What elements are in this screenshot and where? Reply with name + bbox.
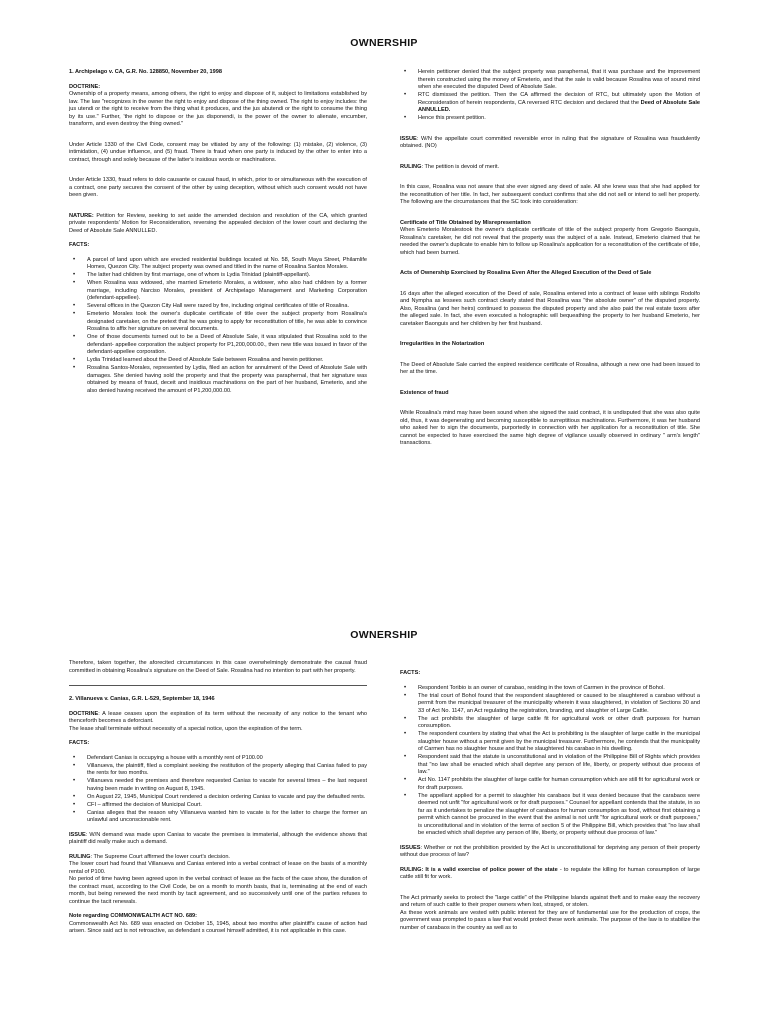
case-paragraph: In this case, Rosalina was not aware that she ever signed any deed of sale. All she knew was that she had applied for the reconstitution of her title. In fact, her subsequent conduct confirms that she did not sell or intend to sell her property. The following are the circumstances that the SC took into consideration: bbox=[400, 184, 700, 205]
facts-label: FACTS: bbox=[69, 242, 90, 248]
list-item: • Emeterio Morales took the owner's duplicate certificate of title over the subject property from Rosalina's designated caretaker, on the pretext that he was going to apply for reconstitution of title, he was able to convince Rosalina to affix her signature on several documents. bbox=[81, 311, 367, 334]
facts-list-continued bbox=[400, 69, 700, 123]
section-heading-certificate: Certificate of Title Obtained by Misrepresentation bbox=[400, 219, 531, 226]
right-column bbox=[400, 670, 700, 932]
doctrine-text: : A lease ceases upon the expiration of its term without the necessity of any notice to the tenant who thenceforth becomes a deforciant. bbox=[69, 710, 367, 724]
ruling-text: : The Supreme Court affirmed the lower court's decision. bbox=[90, 853, 230, 860]
conclusion-paragraph: Therefore, taken together, the aforecited circumstances in this case overwhelmingly demonstrate the causal fraud committed in obtaining Rosalina's signature on the Deed of Sale. Rosalina had no intention to part with her property. bbox=[69, 660, 367, 674]
doctrine-text-2: The lease shall terminate without necessity of a special notice, upon the expiration of the term. bbox=[69, 725, 303, 732]
doctrine-section bbox=[69, 711, 367, 734]
article-1330-paragraph: Under Article 1330 of the Civil Code, consent may be vitiated by any of the following: (1) mistake, (2) violence, (3) intimidation, (4) undue influence, and (5) fraud. There is fraud when one party is induced by the other to enter into a contract, through and solely because of the latter's insidious words or machinations. bbox=[69, 141, 367, 163]
ruling-paragraph-2: No period of time having been agreed upon in the verbal contract of lease as the facts of the case show, the duration of the contract must, according to the Civil Code, be on a month to month basis, that is, terminating at the end of each month, but being renewed the next month by tacit agreement, and so successively until one of the parties refuses to continue the tacit renewals. bbox=[69, 876, 367, 905]
list-item: • CFI – affirmed the decision of Municipal Court. bbox=[81, 802, 367, 810]
ruling-text: - to regulate the killing for human consumption of large cattle still fit for work. bbox=[400, 866, 700, 880]
nature-label: NATURE: bbox=[69, 212, 94, 219]
note-heading: Note regarding COMMONWEALTH ACT NO. 689: bbox=[69, 913, 198, 919]
ruling-section bbox=[69, 854, 367, 907]
case-heading: 2. Villanueva v. Canias, G.R. L-529, September 18, 1946 bbox=[69, 696, 215, 702]
list-item: • Several offices in the Quezon City Hall were razed by fire, including original certificates of title of Rosalina. bbox=[81, 303, 367, 311]
ruling-label: RULING: It is a valid exercise of police power of the state bbox=[400, 866, 558, 873]
acts-paragraph: 16 days after the alleged execution of the Deed of sale, Rosalina entered into a contract of lease with siblings Rodolfo and Nympha as lessees such contract clearly stated that Rosalina was "the absolute owner" of the disputed property. Also, Rosalina (and her heirs) continued to possess the disputed property and she also paid the real estate taxes after the alleged sale. In fact, she even executed a holographic will bequeathing the property to her husband Emeterio, her caretaker Baonguis and her children by her first husband. bbox=[400, 290, 700, 327]
list-item: • The trial court of Bohol found that the respondent slaughtered or caused to be slaughtered a carabao without a permit from the municipal treasurer of the municipality wherein it was slaughtered, in violation of Sections 30 and 33 of Act No. 1147, an Act regulating the registration, branding, and slaughter of Large Cattle. bbox=[412, 693, 700, 716]
list-item: • Defendant Canias is occupying a house with a monthly rent of P100.00 bbox=[81, 755, 367, 763]
list-item: • Villanueva, the plaintiff, filed a complaint seeking the restitution of the property alleging that Canias failed to pay the rents for two months. bbox=[81, 763, 367, 778]
facts-list bbox=[69, 257, 367, 396]
ruling-label: RULING bbox=[400, 163, 422, 170]
document-page-2 bbox=[0, 590, 768, 1024]
list-item: • Herein petitioner denied that the subject property was paraphernal, that it was purchase and the improvement therein constructed using the money of Emeterio, and that the sale is valid because Rosalina was of sound mind when she executed the disputed Deed of Absolute Sale. bbox=[412, 69, 700, 92]
ruling-label: RULING bbox=[69, 853, 91, 860]
nature-text: Petition for Review, seeking to set aside the amended decision and resolution of the CA, which granted private respondents' Motion for Reconsideration, reversing the appealed decision of the lower court and declaring the Deed of Absolute Sale ANNULLED. bbox=[69, 212, 367, 234]
page-title: OWNERSHIP bbox=[350, 629, 418, 641]
list-item: • The respondent counters by stating that what the Act is prohibiting is the slaughter of large cattle in the municipal slaughter house without a permit given by the municipal treasurer. Furthermore, he contends that the municipality of Carmen has no slaughter house and that he slaughtered his carabao in his dwelling. bbox=[412, 731, 700, 754]
right-column bbox=[400, 69, 700, 455]
facts-list bbox=[400, 685, 700, 838]
doctrine-text: Ownership of a property means, among others, the right to enjoy and dispose of it, subject to limitations established by law. The law "recognizes in the owner the right to enjoy and dispose of the thing owned. The right to enjoy includes: the jus utendi or the right to receive from the thing what it produces, and the jus abutendi or the right to consume the thing by its use." Further, 'the right to dispose or the jus disponendi, is the power of the owner to alienate, encumber, transform, and even destroy the thing owned." bbox=[69, 91, 367, 127]
issues-paragraph bbox=[400, 845, 700, 860]
list-item-text: RTC dismissed the petition. Then the CA affirmed the decision of RTC, but ultimately upon the Motion of Reconsideration of herein respondents, CA reversed RTC decision and declared that the bbox=[418, 92, 700, 106]
facts-label: FACTS: bbox=[69, 740, 90, 746]
list-item: • Respondent Toribio is an owner of carabao, residing in the town of Carmen in the province of Bohol. bbox=[412, 685, 700, 693]
certificate-paragraph: When Emeterio Moralestook the owner's duplicate certificate of title of the subject property from Gregorio Baonguis, Rosalina's caretaker, he did not reveal that the property was the subject of a sale. Instead, Emeterio claimed that he needed the owner's duplicate to enable him to follow up Rosalina's application for a reconstitution of the certificate of title, which had been burned. bbox=[400, 227, 700, 256]
nature-paragraph bbox=[69, 213, 367, 236]
list-item: • Rosalina Santos-Morales, represented by Lydia, filed an action for annulment of the Deed of Absolute Sale with damages. She denied having sold the property and that the property was paraphernal, that her signature was obtained by means of fraud, deceit and insidious machinations on the part of her husband, Emeterio, and she also denied having received the amount of P1,200,000.00. bbox=[81, 365, 367, 395]
list-item: • On August 22, 1945, Municipal Court rendered a decision ordering Canias to vacate and pay the defaulted rents. bbox=[81, 794, 367, 802]
issue-text: : W/N demand was made upon Canias to vacate the premises is immaterial, although the evidence shows that plaintiff did really make such a demand. bbox=[69, 831, 367, 845]
section-heading-fraud: Existence of fraud bbox=[400, 389, 449, 396]
section-heading-irregularities: Irregularities in the Notarization bbox=[400, 341, 485, 347]
list-item: • When Rosalina was widowed, she married Emeterio Morales, a widower, who also had children by a former marriage, including Narciso Morales, president of Archipelago Management and Marketing Corporation (defendant-appellee). bbox=[81, 280, 367, 303]
issue-label: ISSUE bbox=[400, 135, 417, 142]
list-item: • Villanueva needed the premises and therefore requested Canias to vacate for several times – the last request having been made in writing on August 8, 1945. bbox=[81, 778, 367, 793]
list-item: • Hence this present petition. bbox=[412, 115, 700, 123]
list-item: • A parcel of land upon which are erected residential buildings located at No. 58, South Maya Street, Philamlife Homes, Quezon City. The subject property was owned and titled in the name of Rosalina Santos Morales. bbox=[81, 257, 367, 272]
ruling-paragraph bbox=[400, 164, 700, 172]
ruling-paragraph bbox=[400, 867, 700, 882]
section-divider bbox=[69, 685, 367, 686]
irregularities-paragraph: The Deed of Absolute Sale carried the expired residence certificate of Rosalina, although a new one had been issued to her at the time. bbox=[400, 361, 700, 375]
issue-text: : W/N the appellate court committed reversible error in ruling that the signature of Rosalina was fraudulently obtained. (NO) bbox=[400, 135, 700, 149]
issues-text: : Whether or not the prohibition provided by the Act is unconstitutional for depriving any person of their property without due process of law? bbox=[400, 844, 700, 858]
facts-label: FACTS: bbox=[400, 670, 421, 676]
case-heading: 1. Archipelago v. CA, G.R. No. 128850, November 20, 1998 bbox=[69, 69, 222, 75]
page-title: OWNERSHIP bbox=[350, 37, 418, 49]
doctrine-label: DOCTRINE: bbox=[69, 83, 101, 90]
list-item: • The latter had children by first marriage, one of whom is Lydia Trinidad (plaintiff-appellant). bbox=[81, 272, 367, 280]
facts-list bbox=[69, 755, 367, 825]
doctrine-section bbox=[69, 84, 367, 129]
note-paragraph: Commonwealth Act No. 689 was enacted on October 15, 1945, about two months after plaintiff's cause of action had arisen. Since said act is not retroactive, as defendant s counsel himself admitted, it is not applicable in this case. bbox=[69, 920, 367, 934]
issue-paragraph bbox=[69, 832, 367, 847]
act-paragraph-2: As these work animals are vested with public interest for they are of fundamental use for the production of crops, the government was prompted to pass a law that would protect these work animals. The purpose of the law is to stabilize the number of carabaos in the country as well as to bbox=[400, 909, 700, 931]
ruling-paragraph-1: The lower court had found that Villanueva and Canias entered into a verbal contract of lease on the basis of a monthly rental of P100. bbox=[69, 861, 367, 875]
left-column bbox=[69, 660, 367, 943]
doctrine-label: DOCTRINE bbox=[69, 710, 99, 717]
list-item bbox=[412, 92, 700, 115]
list-item: • Act No. 1147 prohibits the slaughter of large cattle for human consumption which are still fit for agricultural work or for draft purposes. bbox=[412, 777, 700, 792]
list-item: • One of those documents turned out to be a Deed of Absolute Sale, it was stipulated that Rosalina sold to the defendant- appellee corporation the subject property for P1,200,000.00., then new title was issued in favor of the defendant-appellee corporation. bbox=[81, 334, 367, 357]
article-1330-fraud-paragraph: Under Article 1330, fraud refers to dolo causante or causal fraud, in which, prior to or simultaneous with the execution of a contract, one party secures the consent of the other by using deception, without which such consent would not have been given. bbox=[69, 177, 367, 198]
issue-paragraph bbox=[400, 136, 700, 151]
list-item: • The act prohibits the slaughter of large cattle fit for agricultural work or other draft purposes for human consumption. bbox=[412, 716, 700, 731]
ruling-text: : The petition is devoid of merit. bbox=[421, 163, 500, 170]
left-column bbox=[69, 69, 367, 402]
list-item: • Lydia Trinidad learned about the Deed of Absolute Sale between Rosalina and herein petitioner. bbox=[81, 357, 367, 365]
issue-label: ISSUE bbox=[69, 831, 86, 838]
list-item: • Canias alleges that the reason why Villanueva wanted him to vacate is for the latter to charge the former an unlawful and unconscionable rent. bbox=[81, 810, 367, 825]
list-item: • The appellant applied for a permit to slaughter his carabaos but it was denied because that the carabaos were deemed not unfit "for agricultural work or for draft purposes." Counsel for appellant contends that the statute, in so far as it undertakes to penalize the slaughter of carabaos for human consumption as food, without first obtaining a permit which cannot be procured in the event that the animal is not unfit "for agricultural work or draft purposes," is unconstitutional and in violation of the terms of section 5 of the Philippine Bill, which provides that "no law shall be enacted which shall deprive any person of life, liberty, or property without due process of law." bbox=[412, 793, 700, 838]
list-item-emphasis: Deed of Absolute Sale ANNULLED. bbox=[418, 99, 700, 113]
issues-label: ISSUES bbox=[400, 844, 421, 851]
act-paragraph-1: The Act primarily seeks to protect the "large cattle" of the Philippine Islands against theft and to make easy the recovery and return of such cattle to their proper owners when lost, strayed, or stolen. bbox=[400, 894, 700, 908]
list-item: • Respondent said that the statute is unconstitutional and in violation of the Philippine Bill of Rights which provides that "no law shall be enacted which shall deprive any person of life, liberty, or property without due process of law." bbox=[412, 754, 700, 777]
section-heading-acts: Acts of Ownership Exercised by Rosalina Even After the Alleged Execution of the Deed of Sale bbox=[400, 270, 652, 276]
fraud-paragraph: While Rosalina's mind may have been sound when she signed the said contract, it is undisputed that she was also quite old, thus, it was degenerating and becoming susceptible to surreptitious machinations. Furthermore, it was her husband who asked her to sign the documents, purportedly in connection with her application for a reconstitution of title. She cannot be expected to have exercised the same high degree of vigilance usually observed in ordinary " arm's length" transactions. bbox=[400, 410, 700, 446]
